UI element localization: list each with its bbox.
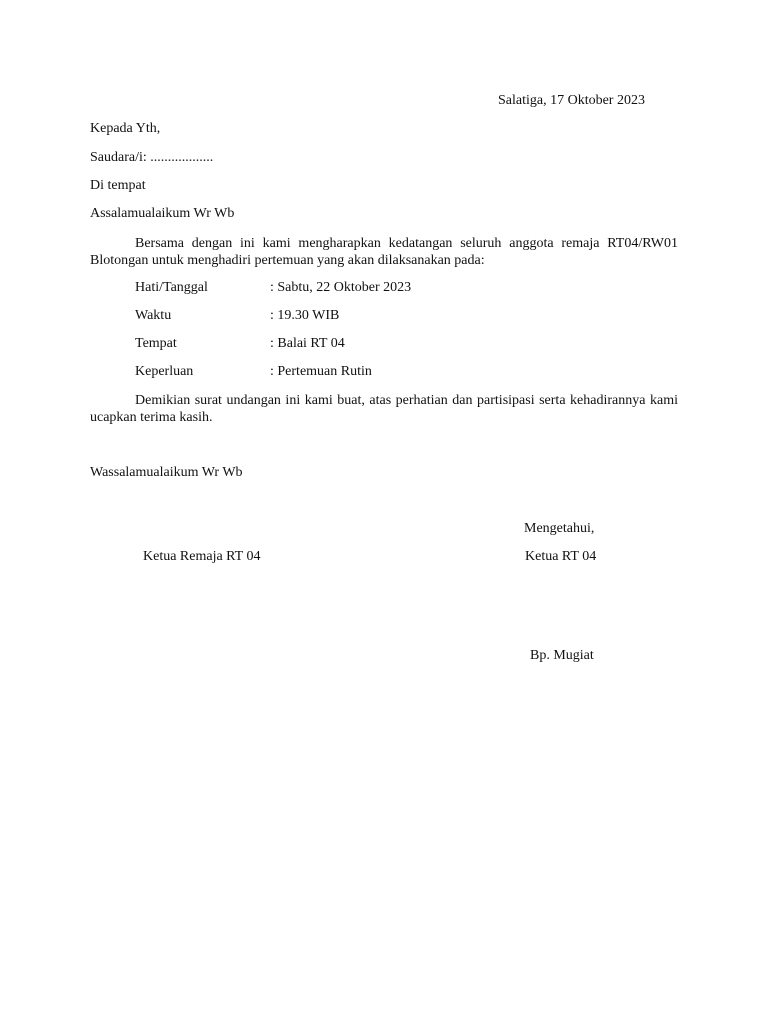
detail-value-date: : Sabtu, 22 Oktober 2023 xyxy=(270,280,412,295)
closing-greeting: Wassalamualaikum Wr Wb xyxy=(90,465,243,480)
body-paragraph-text: Bersama dengan ini kami mengharapkan kedatangan seluruh anggota remaja RT04/RW01 Blotongan untuk menghadiri pertemuan yang akan dilaksanakan pada: xyxy=(90,236,678,268)
recipient-location: Di tempat xyxy=(90,178,146,193)
right-signatory-title: Ketua RT 04 xyxy=(525,549,597,564)
detail-value-place: : Balai RT 04 xyxy=(270,336,345,351)
recipient-name: Saudara/i: .................. xyxy=(90,150,214,165)
recipient-salutation: Kepada Yth, xyxy=(90,121,161,136)
detail-value-time: : 19.30 WIB xyxy=(270,308,340,323)
closing-paragraph xyxy=(90,392,678,426)
place-date: Salatiga, 17 Oktober 2023 xyxy=(498,93,645,108)
left-signatory-title: Ketua Remaja RT 04 xyxy=(143,549,261,564)
detail-label-date: Hati/Tanggal xyxy=(135,280,208,295)
detail-label-purpose: Keperluan xyxy=(135,364,194,379)
detail-label-time: Waktu xyxy=(135,308,172,323)
opening-greeting: Assalamualaikum Wr Wb xyxy=(90,206,235,221)
closing-paragraph-text: Demikian surat undangan ini kami buat, atas perhatian dan partisipasi serta kehadirannya kami ucapkan terima kasih. xyxy=(90,393,678,425)
detail-value-purpose: : Pertemuan Rutin xyxy=(270,364,372,379)
acknowledged-label: Mengetahui, xyxy=(524,521,595,536)
right-signatory-name: Bp. Mugiat xyxy=(530,648,594,663)
body-paragraph xyxy=(90,235,678,269)
detail-label-place: Tempat xyxy=(135,336,177,351)
